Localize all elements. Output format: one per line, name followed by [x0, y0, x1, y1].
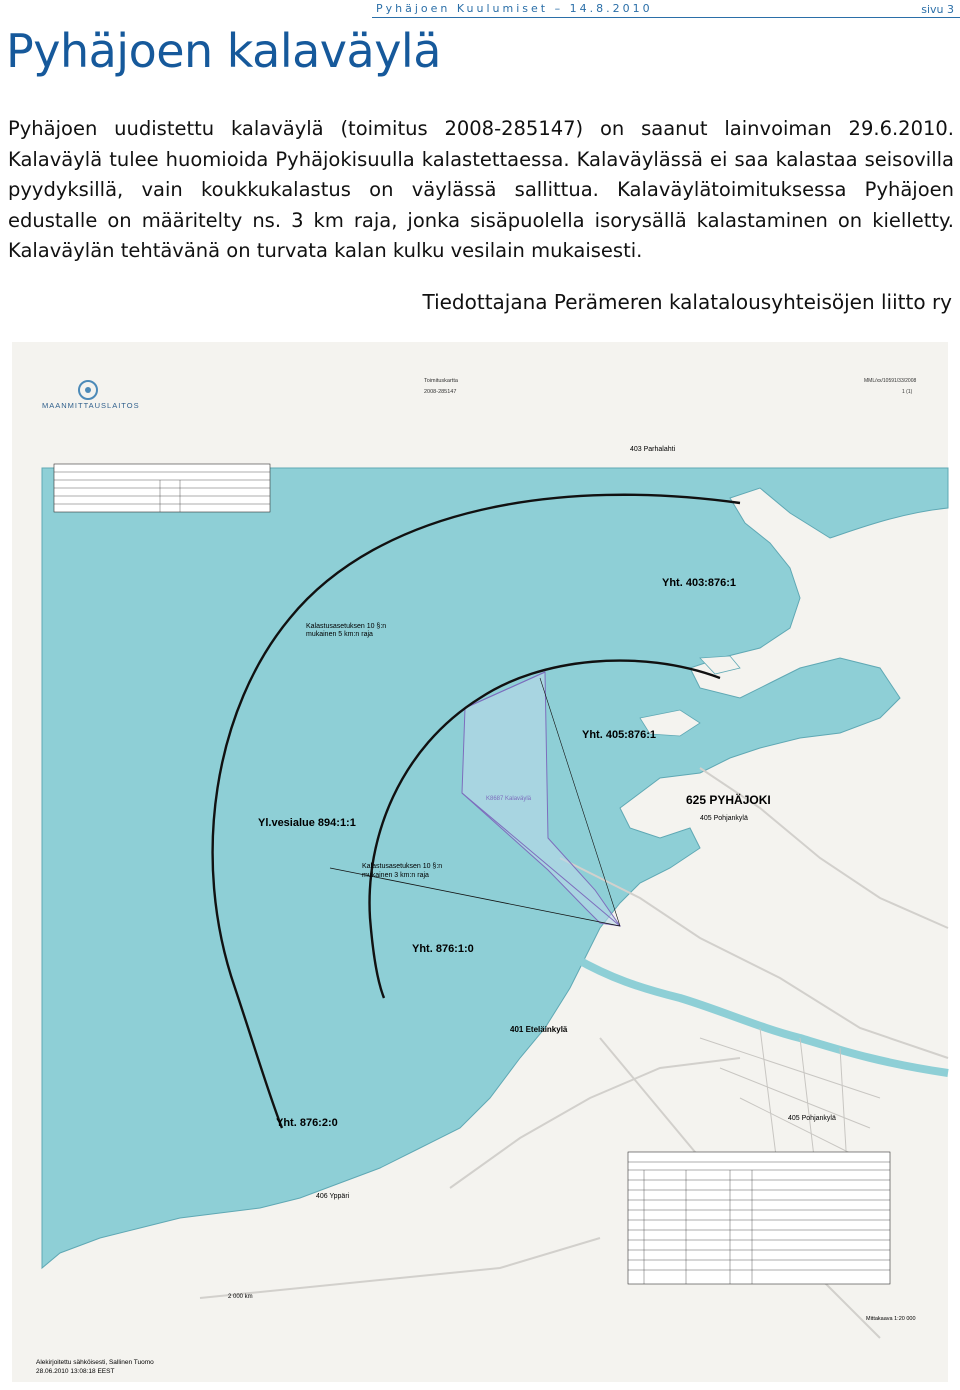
page-number: sivu 3: [921, 3, 954, 16]
label-parhalahti: 403 Parhalahti: [630, 446, 676, 453]
map-header-center-1: Toimituskartta: [424, 378, 458, 384]
label-vesialue: Yl.vesialue 894:1:1: [258, 817, 356, 829]
article-signature: Tiedottajana Perämeren kalatalousyhteisöjen liitto ry: [422, 290, 952, 314]
label-yht-876-2: Yht. 876:2:0: [276, 1117, 338, 1129]
coordinate-table: [628, 1152, 890, 1284]
label-raja3-1: Kalastusasetuksen 10 §:n: [362, 863, 443, 870]
label-yht-403: Yht. 403:876:1: [662, 577, 736, 589]
map-footer-1: Alekirjoitettu sähköisesti, Sallinen Tuomo: [36, 1359, 154, 1366]
label-fairway: K8687 Kalaväylä: [486, 796, 532, 802]
map-header-center-2: 2008-285147: [424, 389, 457, 395]
label-raja5-2: mukainen 5 km:n raja: [306, 631, 373, 638]
map-header-right-1: MML/xx/10591/33/2008: [864, 378, 917, 384]
logo-text: MAANMITTAUSLAITOS: [42, 401, 140, 410]
map-footer-2: 28.06.2010 13:08:18 EEST: [36, 1368, 115, 1375]
label-raja3-2: mukainen 3 km:n raja: [362, 872, 429, 879]
label-pohjankyla: 405 Pohjankylä: [788, 1115, 836, 1122]
label-pohjankyla-405: 405 Pohjankylä: [700, 815, 748, 822]
owner-table: [54, 464, 270, 512]
label-yppari: 406 Yppäri: [316, 1193, 350, 1200]
fairway-map: [0, 338, 960, 1386]
label-elelinkyla: 401 Eteläinkylä: [510, 1025, 568, 1034]
label-village: 625 PYHÄJOKI: [686, 793, 771, 807]
issue-info: Pyhäjoen Kuulumiset – 14.8.2010: [376, 2, 653, 15]
label-yht-405: Yht. 405:876:1: [582, 729, 656, 741]
article-title: Pyhäjoen kalaväylä: [6, 24, 441, 78]
article-body: Pyhäjoen uudistettu kalaväylä (toimitus 2008-285147) on saanut lainvoiman 29.6.2010. Kalaväylä tulee huomioida Pyhäjokisuulla kalastettaessa. Kalaväylässä ei saa kalastaa seisovilla pyydyksillä, vain koukkukalastus on väylässä sallittua. Kalaväylätoimituksessa Pyhäjoen edustalle on määritelty ns. 3 km raja, jonka sisäpuolella isorysällä kalastaminen on kielletty. Kalaväylän tehtävänä on turvata kalan kulku vesilain mukaisesti.: [8, 117, 954, 262]
map-header-right-2: 1 (1): [902, 389, 913, 395]
label-raja5-1: Kalastusasetuksen 10 §:n: [306, 623, 387, 630]
label-scale: 2 000 km: [228, 1294, 253, 1300]
label-scale-ratio: Mittakaava 1:20 000: [866, 1316, 916, 1322]
label-yht-876-1: Yht. 876:1:0: [412, 943, 474, 955]
